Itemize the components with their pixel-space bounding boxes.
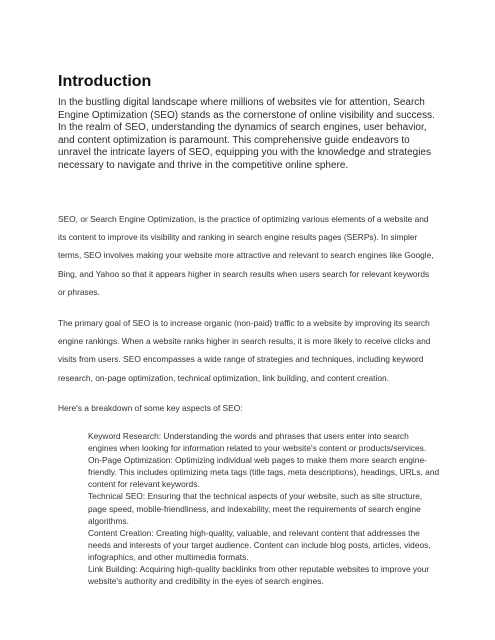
seo-aspects-list [88, 430, 440, 587]
breakdown-intro-paragraph: Here's a breakdown of some key aspects of SEO: [58, 403, 243, 413]
page-title: Introduction [58, 73, 152, 90]
intro-paragraph: In the bustling digital landscape where millions of websites vie for attention, Search Engine Optimization (SEO) stands as the cornerstone of online visibility and success. In the realm of SEO, understanding the dynamics of search engines, user behavior, and content optimization is paramount. This comprehensive guide endeavors to unravel the intricate layers of SEO, equipping you with the knowledge and strategies necessary to navigate and thrive in the competitive online sphere. [58, 97, 435, 171]
list-item: Keyword Research: Understanding the words and phrases that users enter into search engines when looking for information related to your website's content or products/services. [88, 431, 427, 454]
seo-definition-paragraph: SEO, or Search Engine Optimization, is the practice of optimizing various elements of a website and its content to improve its visibility and ranking in search engine results pages (SERPs). In simpler terms, SEO involves making your website more attractive and relevant to search engines like Google, Bing, and Yahoo so that it appears higher in search results when users search for relevant keywords or phrases. [58, 214, 434, 297]
seo-goal-paragraph: The primary goal of SEO is to increase organic (non-paid) traffic to a website by improving its search engine rankings. When a website ranks higher in search results, it is more likely to receive clicks and visits from users. SEO encompasses a wide range of strategies and techniques, including keyword research, on-page optimization, technical optimization, link building, and content creation. [58, 318, 431, 383]
list-item: Content Creation: Creating high-quality, valuable, and relevant content that addresses the needs and interests of your target audience. Content can include blog posts, articles, videos, infographics, and other multimedia formats. [88, 527, 431, 562]
list-item: Technical SEO: Ensuring that the technical aspects of your website, such as site structure, page speed, mobile-friendliness, and indexability, meet the requirements of search engine algorithms. [88, 491, 423, 526]
list-item: On-Page Optimization: Optimizing individual web pages to make them more search engine-friendly. This includes optimizing meta tags (title tags, meta descriptions), headings, URLs, and content for relevant keywords. [88, 455, 440, 490]
list-item: Link Building: Acquiring high-quality backlinks from other reputable websites to improve your website's authority and credibility in the eyes of search engines. [88, 564, 430, 587]
